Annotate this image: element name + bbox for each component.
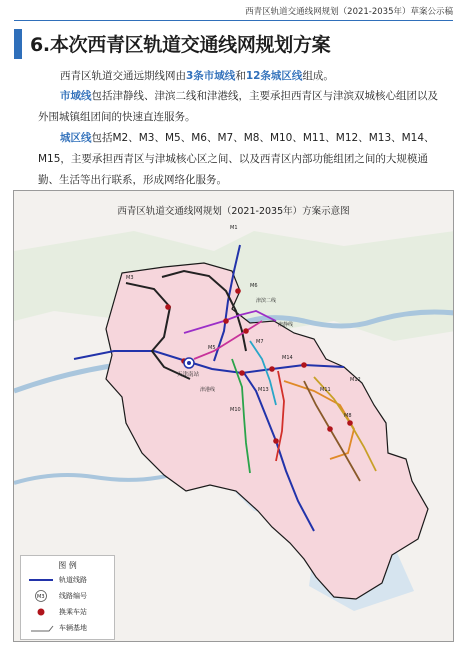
- label-m5: M5: [208, 345, 216, 351]
- label-m12: M12: [350, 377, 361, 383]
- intro-mid: 和: [235, 70, 246, 82]
- transfer-station: [269, 366, 275, 372]
- label-m3: M3: [126, 275, 134, 281]
- label-m8: M8: [344, 413, 352, 419]
- transfer-station: [273, 438, 279, 444]
- urban-lines-highlight: 城区线: [60, 132, 92, 144]
- label-jingang: 津港线: [200, 387, 216, 393]
- transfer-station: [301, 362, 307, 368]
- transfer-station: [165, 304, 171, 310]
- legend-item-depot: [27, 622, 115, 636]
- label-m10: M10: [230, 407, 241, 413]
- regional-lines-text: 包括津静线、津滨二线和津港线，主要承担西青区与津滨双城核心组团以及外围城镇组团间的快速直连服务。: [38, 90, 438, 123]
- legend-label-depot: 车辆基地: [59, 624, 87, 632]
- legend-label-line-number: 线路编号: [59, 592, 87, 600]
- label-jingjing: 津静线: [278, 322, 294, 328]
- label-m1: M1: [230, 225, 238, 231]
- urban-lines-paragraph: [38, 128, 443, 191]
- main-station-label: 天津南站: [177, 372, 200, 378]
- legend-line-number-tag: M3: [37, 594, 45, 600]
- legend-item-line-number: [27, 590, 115, 604]
- legend-label-line: 轨道线路: [59, 576, 87, 584]
- transfer-station: [223, 318, 229, 324]
- legend-item-line: [27, 574, 115, 588]
- label-m11: M11: [320, 387, 331, 393]
- depot-icon: [29, 622, 55, 634]
- regional-lines-paragraph: [38, 86, 443, 128]
- urban-lines-text: 包括M2、M3、M5、M6、M7、M8、M10、M11、M12、M13、M14、M15，主要承担西青区与津城核心区之间、以及西青区内部功能组团之间的大规模通勤、生活等出行联系，形成网络化服务。: [38, 132, 435, 186]
- document-header: [0, 0, 467, 22]
- section-title: 6.本次西青区轨道交通线网规划方案: [30, 34, 331, 56]
- regional-lines-highlight: 市域线: [60, 90, 92, 102]
- map-legend: [20, 555, 115, 640]
- intro-highlight-urban: 12条城区线: [245, 70, 303, 82]
- document-title: 西青区轨道交通线网规划（2021-2035年）草案公示稿: [245, 7, 453, 17]
- line-icon: [29, 574, 55, 586]
- transfer-station: [243, 328, 249, 334]
- map-title: 西青区轨道交通线网规划（2021-2035年）方案示意图: [117, 206, 350, 217]
- legend-title: 图 例: [58, 561, 77, 570]
- transfer-station: [327, 426, 333, 432]
- canal: [14, 471, 184, 483]
- transfer-station: [239, 370, 245, 376]
- transfer-station: [235, 288, 241, 294]
- label-m6: M6: [250, 283, 258, 289]
- intro-paragraph: [38, 66, 443, 87]
- header-divider: [14, 20, 453, 21]
- label-m7: M7: [256, 339, 264, 345]
- intro-highlight-regional: 3条市域线: [186, 70, 236, 82]
- transfer-station-icon: [29, 606, 55, 618]
- legend-label-transfer: 换乘车站: [59, 608, 87, 616]
- intro-prefix: 西青区轨道交通远期线网由: [60, 70, 186, 82]
- intro-suffix: 组成。: [302, 70, 334, 82]
- label-m14: M14: [282, 355, 293, 361]
- label-jinbin2: 津滨二线: [256, 298, 277, 304]
- section-title-marker: [14, 29, 22, 59]
- transfer-station: [347, 420, 353, 426]
- line-number-icon: [29, 590, 55, 602]
- legend-item-transfer: [27, 606, 115, 620]
- label-m13: M13: [258, 387, 269, 393]
